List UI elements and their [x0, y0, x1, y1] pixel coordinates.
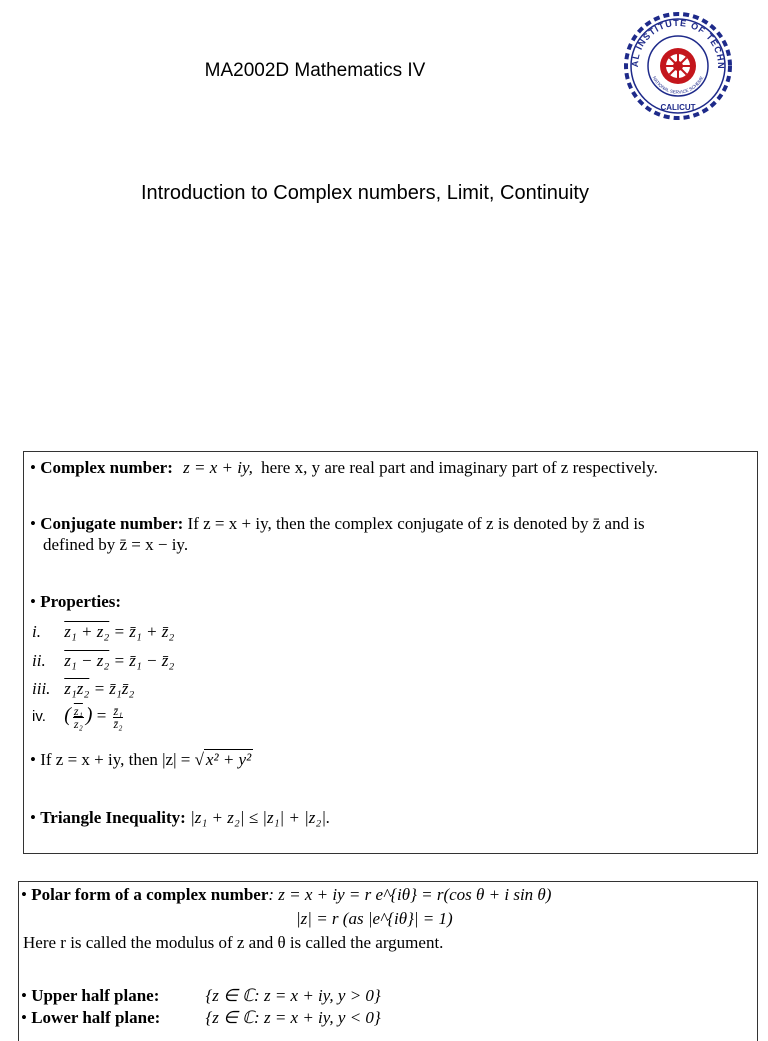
logo-top-text: AL INSTITUTE OF TECHN — [629, 17, 727, 70]
institute-logo — [622, 10, 734, 122]
complex-def: z = x + iy, — [183, 458, 253, 477]
triangle-inequality-line: • Triangle Inequality: |z₁ + z₂| ≤ |z₁| + |z₂|. — [30, 808, 331, 827]
definitions-box — [23, 451, 758, 854]
conj-line2: defined by z̄ = x − iy. — [43, 535, 189, 554]
polar-note: Here r is called the modulus of z and θ is called the argument. — [23, 933, 444, 952]
polar-form-line: • Polar form of a complex number: z = x + iy = r e^{iθ} = r(cos θ + i sin θ) — [21, 885, 552, 904]
modulus-line: • If z = x + iy, then |z| = √ x² + y² — [30, 750, 252, 769]
property-2: ii. z₁ − z₂ = z̄₁ − z̄₂ — [32, 651, 175, 670]
upper-half-plane-line: • Upper half plane: {z ∈ ℂ: z = x + iy, y > 0} — [21, 986, 381, 1005]
property-1: i. z₁ + z₂ = z̄₁ + z̄₂ — [32, 622, 175, 641]
complex-rest: here x, y are real part and imaginary part of z respectively. — [261, 458, 658, 477]
complex-number-line: • Complex number: z = x + iy, here x, y are real part and imaginary part of z respectively. — [30, 458, 658, 477]
logo-bottom-text: CALICUT — [660, 103, 696, 112]
logo-inner-text: NATIONAL SERVICE SCHEME — [651, 75, 705, 95]
lecture-title: Introduction to Complex numbers, Limit, Continuity — [141, 182, 589, 204]
conj-line1: If z = x + iy, then the complex conjugate of z is denoted by z̄ and is — [187, 514, 645, 533]
course-title: MA2002D Mathematics IV — [204, 60, 426, 81]
wheel-icon — [660, 48, 696, 84]
property-4: iv. ( $\frac{\text{z₁}}{\text{z₂}}$ ) = $\frac{\text{z̄₁}}{\text{z̄₂}}$ — [32, 703, 123, 731]
conjugate-line: • Conjugate number: If z = x + iy, then the complex conjugate of z is denoted by z̄ and is — [30, 514, 645, 533]
polar-form-box — [18, 881, 758, 1041]
lower-half-plane-line: • Lower half plane: {z ∈ ℂ: z = x + iy, y < 0} — [21, 1008, 381, 1027]
property-3: iii. z₁z₂ = z̄₁z̄₂ — [32, 679, 135, 698]
properties-heading: • Properties: — [30, 592, 122, 611]
polar-modulus-line: |z| = r (as |e^{iθ}| = 1) — [296, 909, 453, 928]
conj-label: Conjugate number: — [40, 514, 184, 533]
complex-label: Complex number: — [40, 458, 173, 477]
